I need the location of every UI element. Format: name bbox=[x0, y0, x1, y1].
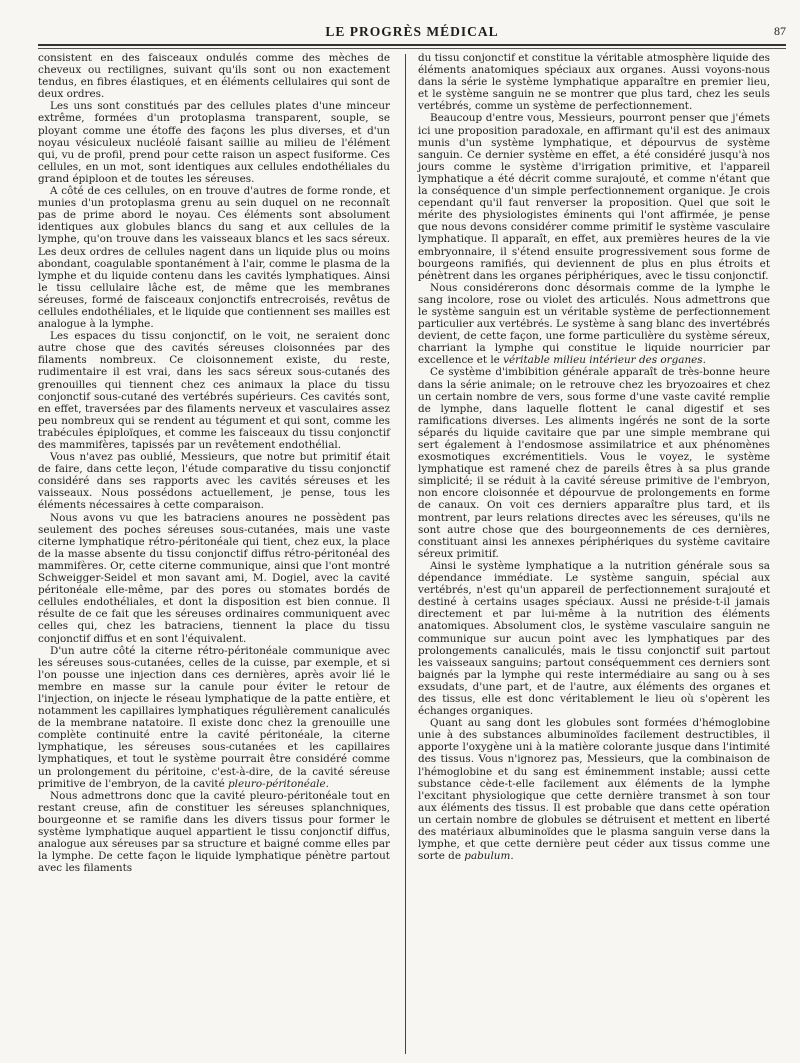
page-header bbox=[38, 24, 786, 42]
paragraph-text: Les espaces du tissu conjonctif, on le voit, ne seraient donc autre chose que des cavités séreuses cloisonnées par des filaments nombreux. Ce cloisonnement existe, du reste, rudimentaire il est vrai, dans les sacs séreux sous-cutanés des grenouilles qui tiennent chez ces animaux la place du tissu conjonctif sous-cutané des vertébrés supérieurs. Ces cavités sont, en effet, traversées par des filaments nerveux et vasculaires assez peu nombreux qui se rendent au tégument et qui sont, comme les trabécules épiploïques, et comme les faisceaux du tissu conjonctif des mammifères, tapissés par un revêtement endothélial. bbox=[38, 330, 390, 451]
running-title: LE PROGRÈS MÉDICAL bbox=[325, 24, 499, 39]
paragraph-text: Beaucoup d'entre vous, Messieurs, pourront penser que j'émets ici une proposition paradoxale, en affirmant qu'il est des animaux munis d'un système lymphatique, et dépourvus de système sanguin. Ce dernier système en effet, a été considéré jusqu'à nos jours comme le système d'irrigation primitive, et l'appareil lymphatique a été décrit comme surajouté, et comme n'étant que la conséquence d'un simple perfectionnement organique. Je crois cependant qu'il faut renverser la proposition. Quel que soit le mérite des physiologistes éminents qui l'ont affirmée, je pense que nous devons considérer comme primitif le système vasculaire lymphatique. Il apparaît, en effet, aux premières heures de la vie embryonnaire, il s'étend ensuite progressivement sous forme de bourgeons ramifiés, qui deviennent de plus en plus étroits et pénètrent dans les organes périphériques, avec le tissu conjonctif. bbox=[418, 112, 770, 282]
paragraph-text: consistent en des faisceaux ondulés comme des mèches de cheveux ou rectilignes, suivant qu'ils sont ou non exactement tendus, en fibres élastiques, et en éléments cellulaires qui sont de deux ordres. bbox=[38, 52, 390, 101]
left-column bbox=[38, 52, 390, 874]
paragraph bbox=[38, 451, 390, 511]
header-rule bbox=[38, 44, 786, 46]
paragraph bbox=[38, 100, 390, 185]
paragraph bbox=[38, 512, 390, 645]
paragraph bbox=[38, 790, 390, 875]
right-column bbox=[418, 52, 770, 862]
column-divider bbox=[405, 54, 406, 1054]
paragraph bbox=[38, 52, 390, 100]
paragraph-text: Nous admettrons donc que la cavité pleuro-péritonéale tout en restant creuse, afin de constituer les séreuses splanchniques, bourgeonne et se ramifie dans les divers tissus pour former le système lymphatique auquel appartient le tissu conjonctif diffus, analogue aux séreuses par sa structure et baigné comme elles par la lymphe. De cette façon le liquide lymphatique pénètre partout avec les filaments bbox=[38, 789, 390, 875]
paragraph-text: du tissu conjonctif et constitue la véritable atmosphère liquide des éléments anatomiques spéciaux aux organes. Aussi voyons-nous dans la série le système lymphatique apparaître en premier lieu, et le système sanguin ne se montrer que plus tard, chez les seuls vertébrés, comme un système de perfectionnement. bbox=[418, 52, 770, 113]
paragraph-text: Ainsi le système lymphatique a la nutrition générale sous sa dépendance immédiate. Le système sanguin, spécial aux vertébrés, n'est qu'un appareil de perfectionnement surajouté et destiné à certains usages spéciaux. Aussi ne préside-t-il jamais directement et par lui-même à la nutrition des éléments anatomiques. Absolument clos, le système vasculaire sanguin ne communique sur aucun point avec les lymphatiques par des prolongements canaliculés, mais le tissu conjonctif suit partout les vaisseaux sanguins; partout conséquemment ces derniers sont baignés par la lymphe qui reste intermédiaire au sang ou à ses exsudats, d'une part, et de l'autre, aux éléments des organes et des tissus, elle est donc véritablement le lieu où s'opèrent les échanges organiques. bbox=[418, 559, 770, 718]
italic-text: véritable milieu intérieur des organes. bbox=[503, 354, 706, 367]
italic-text: pleuro-péritonéale. bbox=[228, 777, 329, 790]
page-number: 87 bbox=[774, 24, 786, 38]
paragraph-text: Les uns sont constitués par des cellules plates d'une minceur extrême, formées d'un protoplasma transparent, souple, se ployant comme une étoffe des façons les plus diverses, et d'un noyau vésiculeux nucléolé faisant saillie au milieu de l'élément qui, vu de profil, prend pour cette raison un aspect fusiforme. Ces cellules, en un mot, sont identiques aux cellules endothéliales du grand épiploon et de toutes les séreuses. bbox=[38, 100, 390, 185]
paragraph bbox=[38, 330, 390, 451]
paragraph-text: A côté de ces cellules, on en trouve d'autres de forme ronde, et munies d'un protoplasma grenu au sein duquel on ne reconnaît pas de prime abord le noyau. Ces éléments sont absolument identiques aux globules blancs du sang et aux cellules de la lymphe, qu'on trouve dans les vaisseaux blancs et les sacs séreux. Les deux ordres de cellules nagent dans un liquide plus ou moins abondant, coagulable spontanément à l'air, comme le plasma de la lymphe et du liquide contenu dans les cavités lymphatiques. Ainsi le tissu cellulaire lâche est, de même que les membranes séreuses, formé de faisceaux conjonctifs entrecroisés, revêtus de cellules endothéliales, et le liquide que contiennent ses mailles est analogue à la lymphe. bbox=[38, 185, 390, 331]
paragraph-text: Nous considérerons donc désormais comme de la lymphe le sang incolore, rose ou violet des articulés. Nous admettrons que le système sanguin est un véritable système de perfectionnement particulier aux vertébrés. Le système à sang blanc des invertébrés devient, de cette façon, une forme particulière du système séreux, charriant la lymphe qui constitue le liquide nourricier par excellence et le bbox=[418, 281, 770, 367]
header-rule-thin bbox=[38, 48, 786, 49]
paragraph bbox=[418, 282, 770, 367]
paragraph-text: D'un autre côté la citerne rétro-péritonéale communique avec les séreuses sous-cutanées, celles de la cuisse, par exemple, et si l'on pousse une injection dans ces dernières, après avoir lié le membre en masse sur la canule pour éviter le retour de l'injection, on injecte le réseau lymphatique de la patte entière, et notamment les capillaires lymphatiques régulièrement canaliculés de la membrane natatoire. Il existe donc chez la grenouille une complète continuité entre la cavité péritonéale, la citerne lymphatique, les séreuses sous-cutanées et les capillaires lymphatiques, et tout le système pourrait être considéré comme un prolongement du péritoine, c'est-à-dire, de la cavité séreuse primitive de l'embryon, de la cavité bbox=[38, 644, 390, 790]
paragraph bbox=[418, 366, 770, 560]
paragraph bbox=[38, 645, 390, 790]
paragraph-text: Vous n'avez pas oublié, Messieurs, que notre but primitif était de faire, dans cette leçon, l'étude comparative du tissu conjonctif considéré dans ses rapports avec les cavités séreuses et les vaisseaux. Nous possédons actuellement, je pense, tous les éléments nécessaires à cette comparaison. bbox=[38, 451, 390, 512]
paragraph-text: Quant au sang dont les globules sont formées d'hémoglobine unie à des substances albuminoïdes facilement destructibles, il apporte l'oxygène uni à la matière colorante jusque dans l'intimité des tissus. Vous n'ignorez pas, Messieurs, que la combinaison de l'hémoglobine et du sang est éminemment instable; aussi cette substance cède-t-elle facilement aux éléments de la lymphe l'excitant physiologique que cette dernière transmet à son tour aux éléments des tissus. Il est probable que dans cette opération un certain nombre de globules se détruisent et mettent en liberté des matériaux albuminoïdes que le plasma sanguin verse dans la lymphe, et que cette dernière peut céder aux tissus comme une sorte de bbox=[418, 717, 770, 863]
paragraph bbox=[38, 185, 390, 330]
paragraph bbox=[418, 560, 770, 717]
paragraph-text: Nous avons vu que les batraciens anoures ne possèdent pas seulement des poches séreuses sous-cutanées, mais une vaste citerne lymphatique rétro-péritonéale qui tient, chez eux, la place de la masse absente du tissu conjonctif diffus rétro-péritonéal des mammifères. Or, cette citerne communique, ainsi que l'ont montré Schweigger-Seidel et mon savant ami, M. Dogiel, avec la cavité péritonéale elle-même, par des pores ou stomates bordés de cellules endothéliales, et dont la disposition est bien connue. Il résulte de ce fait que les séreuses ordinaires communiquent avec celles qui, chez les batraciens, tiennent la place du tissu conjonctif diffus et en sont l'équivalent. bbox=[38, 511, 390, 645]
paragraph bbox=[418, 52, 770, 112]
paragraph bbox=[418, 112, 770, 281]
paragraph bbox=[418, 717, 770, 862]
paragraph-text: Ce système d'imbibition générale apparaît de très-bonne heure dans la série animale; on le retrouve chez les bryozoaires et chez un certain nombre de vers, sous forme d'une vaste cavité remplie de lymphe, dans laquelle flottent le canal digestif et ses ramifications diverses. Les aliments ingérés ne sont de la sorte séparés du liquide cavitaire que par une simple membrane qui sert également à l'endosmose assimilatrice et aux phénomènes exosmotiques excrémentitiels. Vous le voyez, le système lymphatique est ramené chez de pareils êtres à sa plus grande simplicité; il se réduit à la cavité séreuse primitive de l'embryon, non encore cloisonnée et dépourvue de prolongements en forme de canaux. On voit ces derniers apparaître plus tard, et ils montrent, par leurs relations directes avec les séreuses, qu'ils ne sont autre chose que des bourgeonnements de ces dernières, constituant ainsi les annexes périphériques du système cavitaire séreux primitif. bbox=[418, 366, 770, 560]
italic-text: pabulum. bbox=[464, 850, 514, 863]
